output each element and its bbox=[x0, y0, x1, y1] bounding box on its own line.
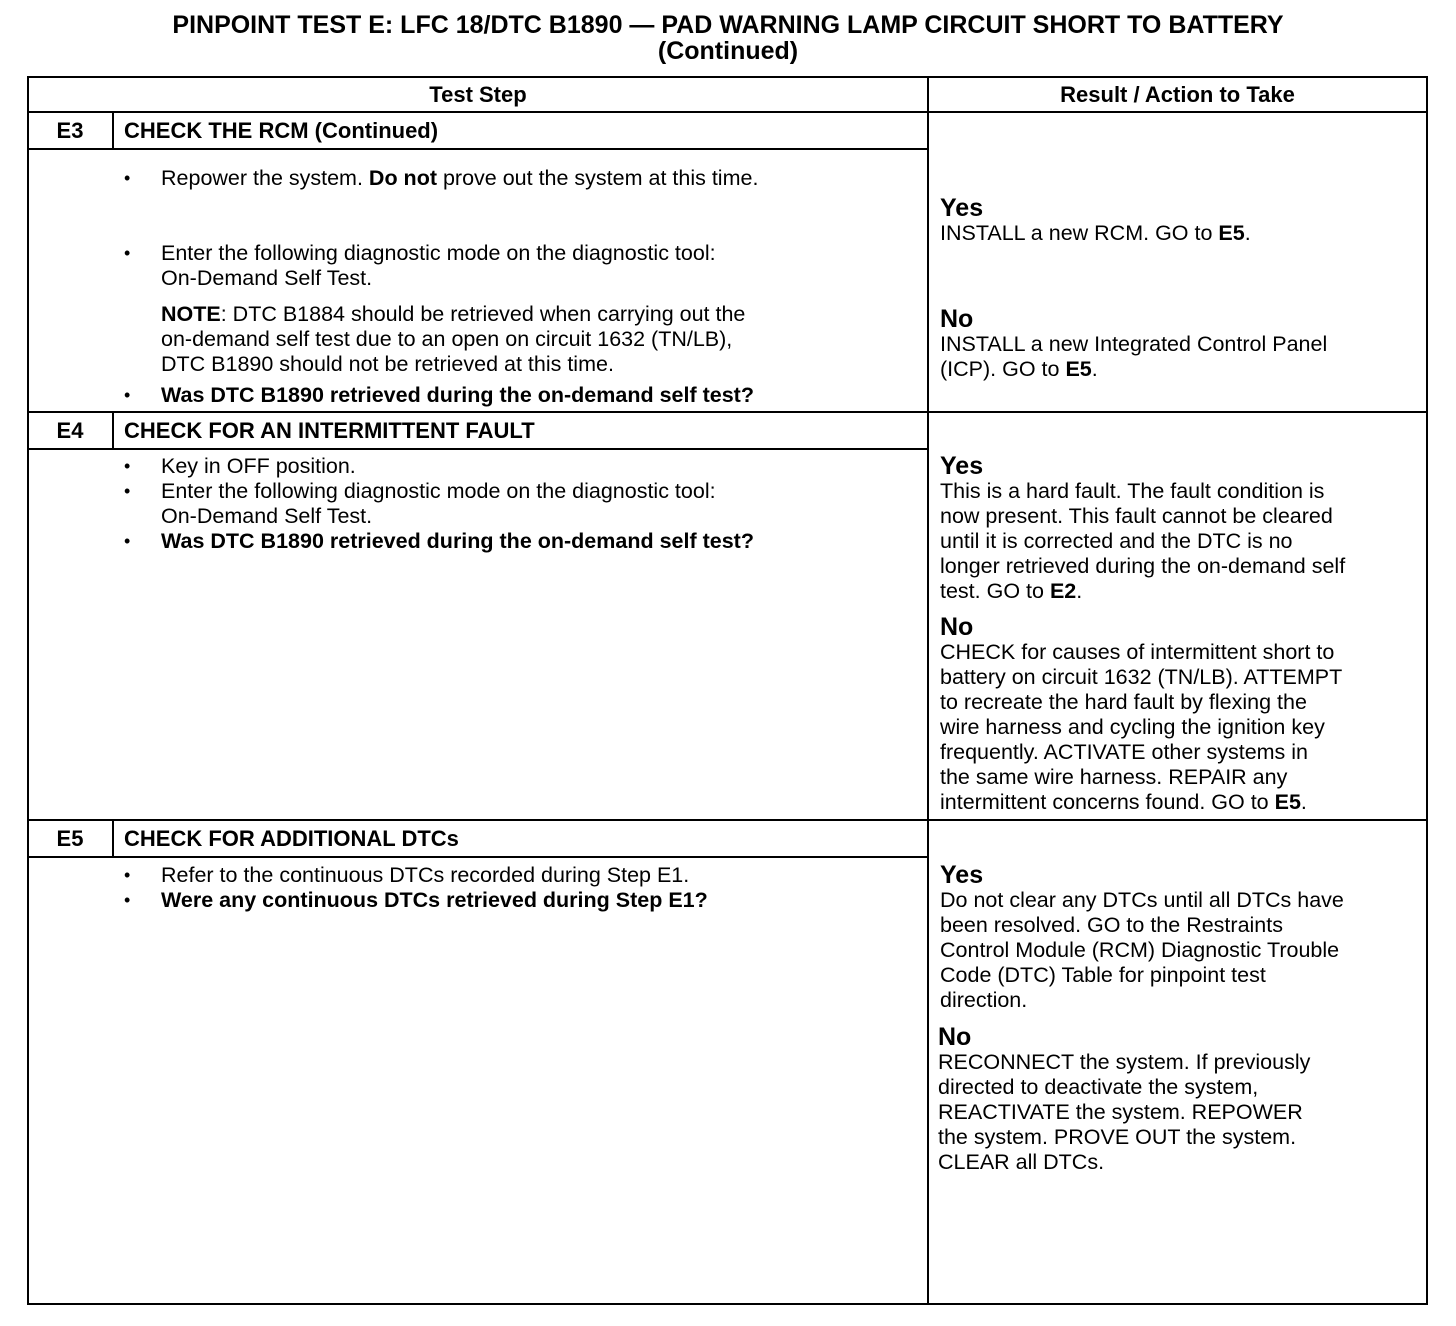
bullet: • bbox=[124, 865, 131, 885]
step-id: E5 bbox=[56, 826, 84, 851]
step-title: CHECK FOR ADDITIONAL DTCs bbox=[124, 826, 459, 851]
instruction-text: Key in OFF position. bbox=[161, 454, 356, 478]
no-label: No bbox=[940, 305, 974, 333]
step-id: E4 bbox=[56, 418, 84, 443]
bullet: • bbox=[124, 168, 131, 188]
page-subtitle: (Continued) bbox=[657, 37, 799, 65]
yes-action: Do not clear any DTCs until all DTCs have been resolved. GO to the Restraints Control Module (RCM) Diagnostic Trouble Code (DTC) Table for pinpoint test direction. bbox=[940, 888, 1344, 1012]
step-rule bbox=[29, 448, 927, 450]
no-action: RECONNECT the system. If previously directed to deactivate the system, REACTIVATE the system. REPOWER the system. PROVE OUT the system. CLEAR all DTCs. bbox=[938, 1050, 1311, 1174]
bullet: • bbox=[124, 531, 131, 551]
step-rule bbox=[29, 856, 927, 858]
no-action: CHECK for causes of intermittent short to battery on circuit 1632 (TN/LB). ATTEMPT to recreate the hard fault by flexing the wire harness and cycling the ignition key frequently. ACTIVATE other systems in the same wire harness. REPAIR any intermittent concerns found. GO to E5. bbox=[940, 640, 1343, 814]
instruction-text: Enter the following diagnostic mode on the diagnostic tool: On-Demand Self Test. bbox=[161, 241, 716, 290]
header-test-step: Test Step bbox=[429, 82, 527, 107]
step-id: E3 bbox=[56, 118, 84, 143]
no-label: No bbox=[940, 613, 974, 641]
question-text: Was DTC B1890 retrieved during the on-demand self test? bbox=[161, 529, 754, 553]
yes-action: INSTALL a new RCM. GO to E5. bbox=[940, 221, 1251, 245]
step-title: CHECK THE RCM (Continued) bbox=[124, 118, 439, 143]
header-rule bbox=[29, 111, 1426, 113]
column-divider bbox=[927, 78, 929, 1303]
bullet: • bbox=[124, 385, 131, 405]
bullet: • bbox=[124, 890, 131, 910]
instruction-text: Enter the following diagnostic mode on the diagnostic tool: On-Demand Self Test. bbox=[161, 479, 716, 528]
step-id-divider bbox=[112, 113, 114, 150]
step-title: CHECK FOR AN INTERMITTENT FAULT bbox=[124, 418, 535, 443]
header-result: Result / Action to Take bbox=[1060, 82, 1295, 107]
bullet: • bbox=[124, 243, 131, 263]
question-text: Was DTC B1890 retrieved during the on-demand self test? bbox=[161, 383, 754, 407]
row-rule bbox=[29, 411, 1426, 413]
row-rule bbox=[29, 819, 1426, 821]
yes-label: Yes bbox=[940, 194, 984, 222]
note-text: NOTE: DTC B1884 should be retrieved when carrying out the on-demand self test due to an open on circuit 1632 (TN/LB), DTC B1890 should not be retrieved at this time. bbox=[161, 302, 746, 376]
yes-label: Yes bbox=[940, 452, 984, 480]
step-id-divider bbox=[112, 413, 114, 450]
page-title: PINPOINT TEST E: LFC 18/DTC B1890 — PAD WARNING LAMP CIRCUIT SHORT TO BATTERY bbox=[172, 11, 1284, 39]
bullet: • bbox=[124, 456, 131, 476]
no-action: INSTALL a new Integrated Control Panel (ICP). GO to E5. bbox=[940, 332, 1328, 381]
pinpoint-test-table bbox=[27, 76, 1428, 1305]
question-text: Were any continuous DTCs retrieved during Step E1? bbox=[161, 888, 708, 912]
step-id-divider bbox=[112, 821, 114, 858]
instruction-text: Refer to the continuous DTCs recorded during Step E1. bbox=[161, 863, 690, 887]
step-rule bbox=[29, 148, 927, 150]
yes-action: This is a hard fault. The fault condition is now present. This fault cannot be cleared until it is corrected and the DTC is no longer retrieved during the on-demand self test. GO to E2. bbox=[940, 479, 1346, 603]
no-label: No bbox=[938, 1023, 972, 1051]
yes-label: Yes bbox=[940, 861, 984, 889]
instruction-text: Repower the system. Do not prove out the system at this time. bbox=[161, 166, 759, 190]
bullet: • bbox=[124, 481, 131, 501]
